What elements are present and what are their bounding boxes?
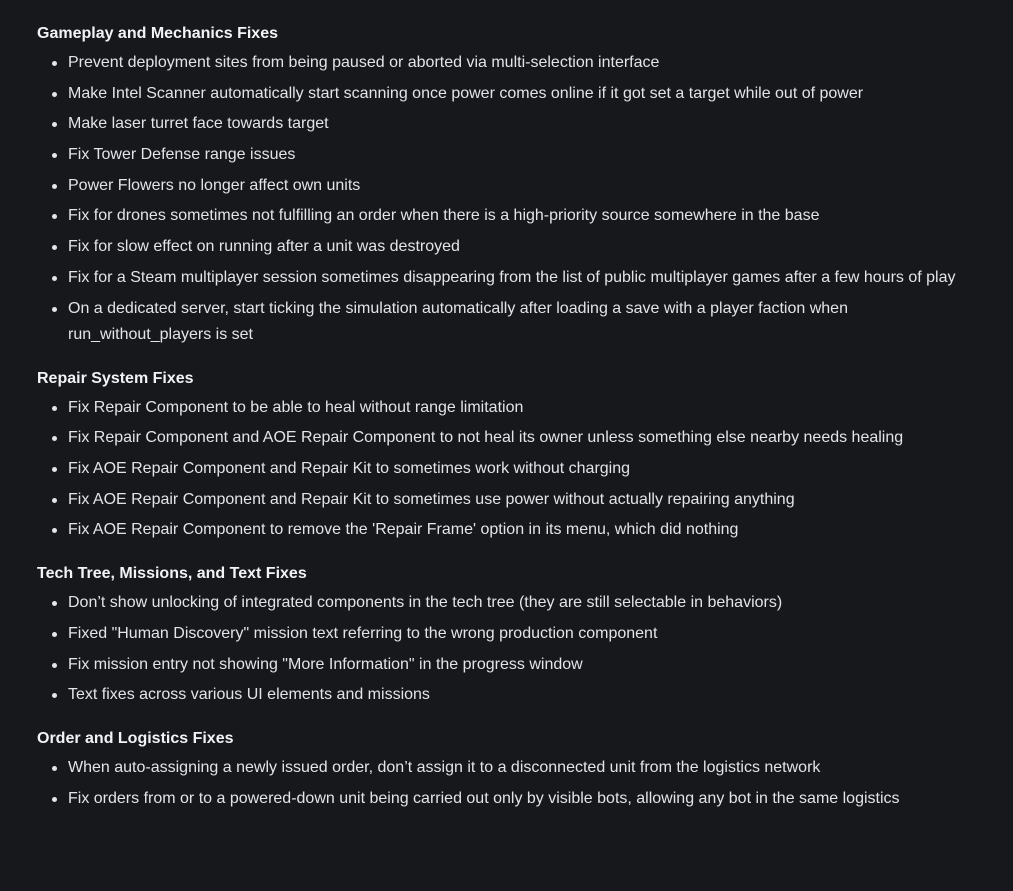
- list-item: Fix for drones sometimes not fulfilling an order when there is a high-priority source somewhere in the base: [37, 203, 977, 229]
- list-item: Fixed "Human Discovery" mission text referring to the wrong production component: [37, 621, 977, 647]
- fix-list: [37, 590, 977, 708]
- section-heading: Repair System Fixes: [37, 369, 194, 387]
- section-gameplay-mechanics: [37, 22, 977, 348]
- list-item: When auto-assigning a newly issued order, don’t assign it to a disconnected unit from the logistics network: [37, 755, 977, 781]
- list-item: Fix orders from or to a powered-down unit being carried out only by visible bots, allowing any bot in the same logistics: [37, 786, 977, 812]
- list-item: Don’t show unlocking of integrated components in the tech tree (they are still selectable in behaviors): [37, 590, 977, 616]
- list-item: Fix AOE Repair Component and Repair Kit to sometimes use power without actually repairing anything: [37, 487, 977, 513]
- list-item: Text fixes across various UI elements and missions: [37, 682, 977, 708]
- fix-list: [37, 50, 977, 348]
- section-order-logistics: [37, 727, 977, 812]
- list-item: Fix Repair Component and AOE Repair Component to not heal its owner unless something else nearby needs healing: [37, 425, 977, 451]
- list-item: Make laser turret face towards target: [37, 111, 977, 137]
- section-heading: Tech Tree, Missions, and Text Fixes: [37, 565, 307, 583]
- list-item: Make Intel Scanner automatically start scanning once power comes online if it got set a target while out of power: [37, 81, 977, 107]
- list-item: Fix for a Steam multiplayer session sometimes disappearing from the list of public multiplayer games after a few hours of play: [37, 265, 977, 291]
- list-item: Prevent deployment sites from being paused or aborted via multi-selection interface: [37, 50, 977, 76]
- fix-list: [37, 755, 977, 812]
- list-item: Fix Repair Component to be able to heal without range limitation: [37, 395, 977, 421]
- list-item: Fix Tower Defense range issues: [37, 142, 977, 168]
- list-item: Fix AOE Repair Component and Repair Kit to sometimes work without charging: [37, 456, 977, 482]
- section-heading: Order and Logistics Fixes: [37, 730, 234, 748]
- section-repair-system: [37, 367, 977, 544]
- fix-list: [37, 395, 977, 544]
- list-item: Power Flowers no longer affect own units: [37, 173, 977, 199]
- section-heading: Gameplay and Mechanics Fixes: [37, 25, 278, 42]
- list-item: Fix AOE Repair Component to remove the 'Repair Frame' option in its menu, which did nothing: [37, 517, 977, 543]
- list-item: On a dedicated server, start ticking the simulation automatically after loading a save with a player faction when run_without_players is set: [37, 296, 977, 348]
- section-tech-tree-missions-text: [37, 562, 977, 708]
- list-item: Fix for slow effect on running after a unit was destroyed: [37, 234, 977, 260]
- list-item: Fix mission entry not showing "More Information" in the progress window: [37, 652, 977, 678]
